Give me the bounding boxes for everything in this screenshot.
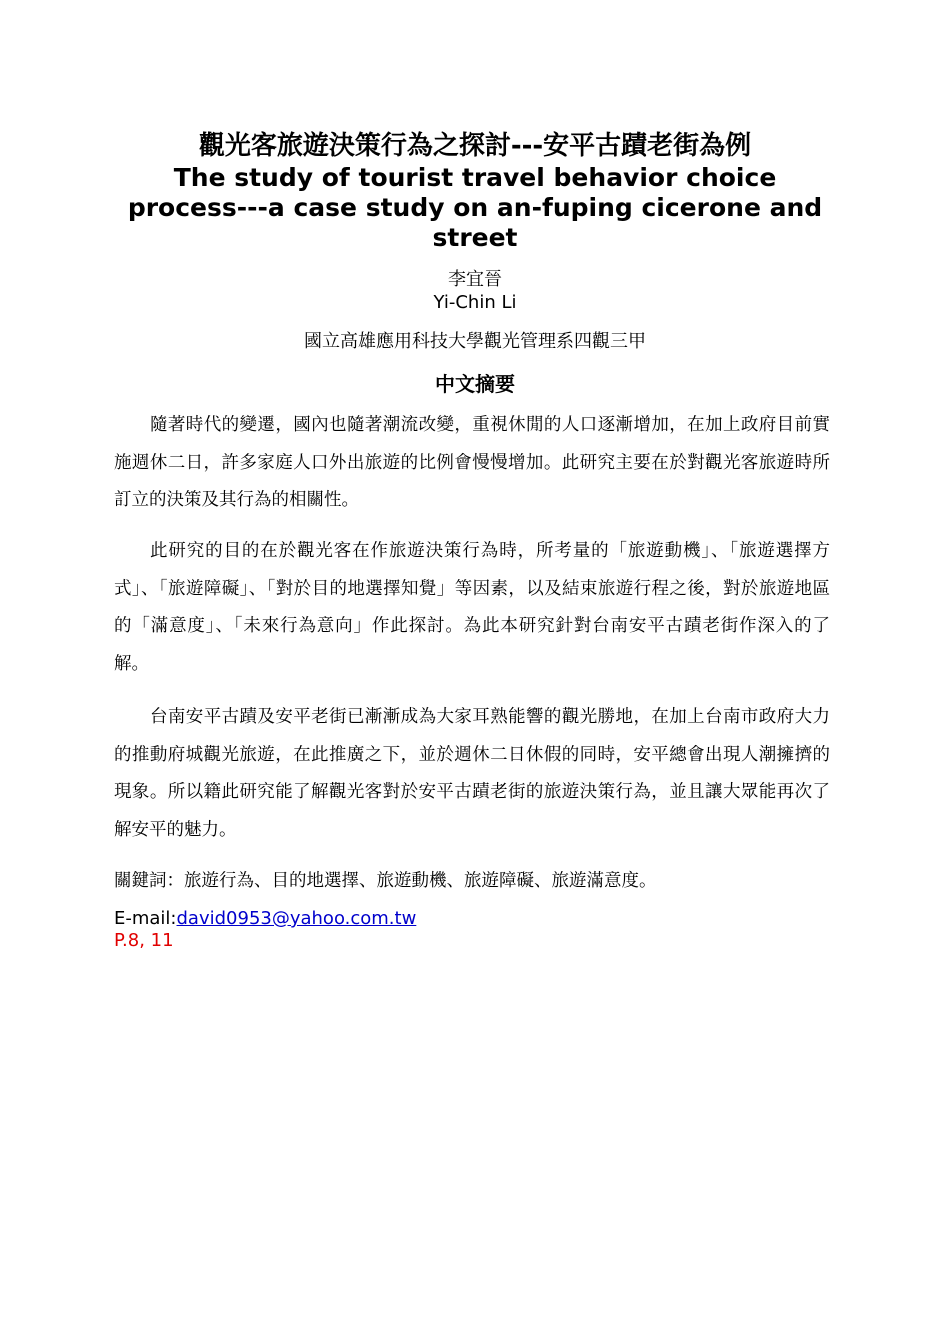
abstract-paragraph-2: 此研究的目的在於觀光客在作旅遊決策行為時，所考量的「旅遊動機」、「旅遊選擇方式」、「旅遊障礙」、「對於目的地選擇知覺」等因素，以及結束旅遊行程之後，對於旅遊地區的「滿意度」、「未來行為意向」作此探討。為此本研究針對台南安平古蹟老街作深入的了解。	[114, 541, 830, 674]
abstract-paragraph-3: 台南安平古蹟及安平老街已漸漸成為大家耳熟能響的觀光勝地，在加上台南市政府大力的推動府城觀光旅遊，在此推廣之下，並於週休二日休假的同時，安平總會出現人潮擁擠的現象。所以籍此研究能了解觀光客對於安平古蹟老街的旅遊決策行為，並且讓大眾能再次了解安平的魅力。	[114, 707, 830, 840]
author-affiliation: 國立高雄應用科技大學觀光管理系四觀三甲	[304, 331, 646, 352]
keywords-line: 關鍵詞：旅遊行為、目的地選擇、旅遊動機、旅遊障礙、旅遊滿意度。	[114, 871, 657, 891]
author-name-chinese: 李宜晉	[448, 269, 502, 290]
page-reference-note: P.8, 11	[114, 930, 174, 951]
author-name-english: Yi-Chin Li	[433, 292, 517, 313]
email-label: E-mail:	[114, 908, 177, 929]
title-chinese: 觀光客旅遊決策行為之探討---安平古蹟老街為例	[198, 131, 752, 161]
abstract-paragraph-1: 隨著時代的變遷，國內也隨著潮流改變，重視休閒的人口逐漸增加，在加上政府目前實施週休二日，許多家庭人口外出旅遊的比例會慢慢增加。此研究主要在於對觀光客旅遊時所訂立的決策及其行為的相關性。	[114, 415, 830, 510]
abstract-heading: 中文摘要	[435, 372, 515, 396]
title-english: The study of tourist travel behavior choice process---a case study on an-fuping cicerone and street	[127, 163, 823, 252]
email-link[interactable]: david0953@yahoo.com.tw	[176, 908, 417, 929]
